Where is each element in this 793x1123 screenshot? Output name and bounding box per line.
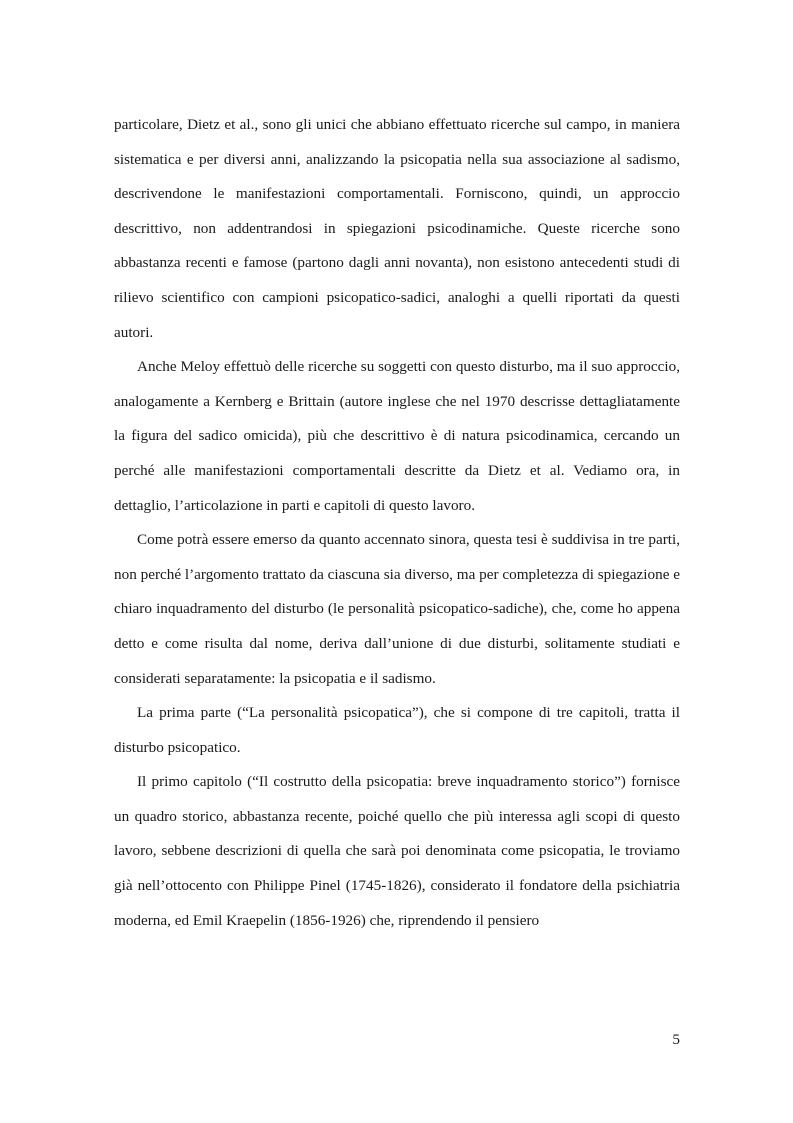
page-number: 5 [672,1031,680,1048]
paragraph-4: La prima parte (“La personalità psicopatica”), che si compone di tre capitoli, tratta il disturbo psicopatico. [114,704,680,756]
paragraph-2: Anche Meloy effettuò delle ricerche su soggetti con questo disturbo, ma il suo approccio, analogamente a Kernberg e Brittain (autore inglese che nel 1970 descrisse dettagliatamente la figura del sadico omicida), più che descrittivo è di natura psicodinamica, cercando un perché alle manifestazioni comportamentali descritte da Dietz et al. Vediamo ora, in dettaglio, l’articolazione in parti e capitoli di questo lavoro. [114,358,680,514]
paragraph-1: particolare, Dietz et al., sono gli unici che abbiano effettuato ricerche sul campo, in maniera sistematica e per diversi anni, analizzando la psicopatia nella sua associazione al sadismo, descrivendone le manifestazioni comportamentali. Forniscono, quindi, un approccio descrittivo, non addentrandosi in spiegazioni psicodinamiche. Queste ricerche sono abbastanza recenti e famose (partono dagli anni novanta), non esistono antecedenti studi di rilievo scientifico con campioni psicopatico-sadici, analoghi a quelli riportati da questi autori. [114,116,680,341]
page-body [114,108,680,938]
paragraph-3: Come potrà essere emerso da quanto accennato sinora, questa tesi è suddivisa in tre parti, non perché l’argomento trattato da ciascuna sia diverso, ma per completezza di spiegazione e chiaro inquadramento del disturbo (le personalità psicopatico-sadiche), che, come ho appena detto e come risulta dal nome, deriva dall’unione di due disturbi, solitamente studiati e considerati separatamente: la psicopatia e il sadismo. [114,531,680,687]
paragraph-5: Il primo capitolo (“Il costrutto della psicopatia: breve inquadramento storico”) fornisce un quadro storico, abbastanza recente, poiché quello che più interessa agli scopi di questo lavoro, sebbene descrizioni di quella che sarà poi denominata come psicopatia, le troviamo già nell’ottocento con Philippe Pinel (1745-1826), considerato il fondatore della psichiatria moderna, ed Emil Kraepelin (1856-1926) che, riprendendo il pensiero [114,773,680,929]
